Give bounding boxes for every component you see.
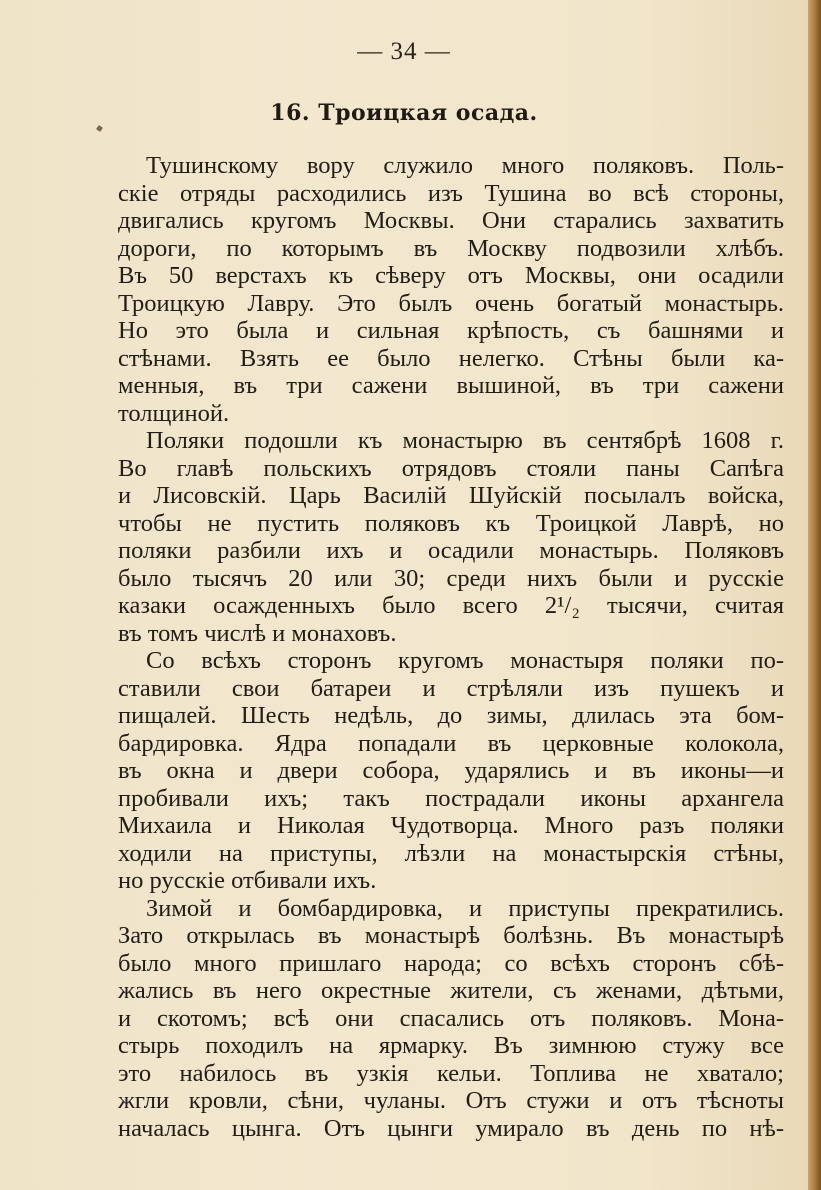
- text-line: чтобы не пустить поляковъ къ Троицкой Лаврѣ, но: [118, 509, 784, 537]
- text-line: ходили на приступы, лѣзли на монастырскія стѣны,: [118, 839, 784, 867]
- page-edge: [808, 0, 821, 1190]
- text-line: Поляки подошли къ монастырю въ сентябрѣ 1608 г.: [146, 427, 784, 454]
- text-line: въ окна и двери собора, ударялись и въ иконы—и: [118, 757, 784, 784]
- text-line: Тушинскому вору служило много поляковъ. Поль-: [146, 152, 784, 179]
- text-line: дороги, по которымъ въ Москву подвозили хлѣбъ.: [118, 234, 784, 262]
- text-line: Во главѣ польскихъ отрядовъ стояли паны Сапѣга: [118, 454, 784, 482]
- text-line: поляки разбили ихъ и осадили монастырь. Поляковъ: [118, 537, 784, 564]
- text-line: пробивали ихъ; такъ пострадали иконы архангела: [118, 784, 784, 812]
- text-line: Со всѣхъ сторонъ кругомъ монастыря поляки по-: [146, 647, 784, 674]
- text-line: Но это была и сильная крѣпость, съ башнями и: [118, 317, 784, 344]
- text-line: жгли кровли, сѣни, чуланы. Отъ стужи и отъ тѣсноты: [118, 1087, 784, 1114]
- page-number: — 34 —: [357, 38, 451, 65]
- print-speck: [96, 125, 103, 132]
- text-line: стырь походилъ на ярмарку. Въ зимнюю стужу все: [118, 1032, 784, 1059]
- text-line: и Лисовскій. Царь Василій Шуйскій посылалъ войска,: [118, 482, 784, 509]
- text-line: Зато открылась въ монастырѣ болѣзнь. Въ монастырѣ: [118, 922, 784, 949]
- body-text: [118, 152, 784, 1142]
- text-line: толщиной.: [118, 399, 230, 427]
- text-line: пищалей. Шесть недѣль, до зимы, длилась эта бом-: [118, 702, 784, 729]
- text-line: Въ 50 верстахъ къ сѣверу отъ Москвы, они осадили: [118, 262, 784, 289]
- text-line: въ томъ числѣ и монаховъ.: [118, 619, 397, 647]
- chapter-heading: 16. Троицкая осада.: [270, 100, 538, 126]
- text-line: было тысячъ 20 или 30; среди нихъ были и русскіе: [118, 564, 784, 592]
- text-line: Троицкую Лавру. Это былъ очень богатый монастырь.: [118, 289, 784, 317]
- text-line: началась цынга. Отъ цынги умирало въ день по нѣ-: [118, 1114, 784, 1142]
- text-line: и скотомъ; всѣ они спасались отъ поляковъ. Мона-: [118, 1004, 784, 1032]
- text-line: бардировка. Ядра попадали въ церковные колокола,: [118, 729, 784, 757]
- text-line: Михаила и Николая Чудотворца. Много разъ поляки: [118, 812, 784, 839]
- text-line: жались въ него окрестные жители, съ женами, дѣтьми,: [118, 977, 784, 1004]
- text-line: Зимой и бомбардировка, и приступы прекратились.: [146, 894, 784, 922]
- text-line: двигались кругомъ Москвы. Они старались захватить: [118, 207, 784, 234]
- text-line: это набилось въ узкія кельи. Топлива не хватало;: [118, 1059, 784, 1087]
- text-line: но русскіе отбивали ихъ.: [118, 867, 377, 894]
- text-line: казаки осажденныхъ было всего 2¹/₂ тысячи, считая: [118, 592, 784, 619]
- text-line: скіе отряды расходились изъ Тушина во всѣ стороны,: [118, 179, 784, 207]
- text-line: было много пришлаго народа; со всѣхъ сторонъ сбѣ-: [118, 949, 784, 977]
- text-line: стѣнами. Взять ее было нелегко. Стѣны были ка-: [118, 344, 784, 372]
- text-line: менныя, въ три сажени вышиной, въ три сажени: [118, 372, 784, 399]
- text-line: ставили свои батареи и стрѣляли изъ пушекъ и: [118, 674, 784, 702]
